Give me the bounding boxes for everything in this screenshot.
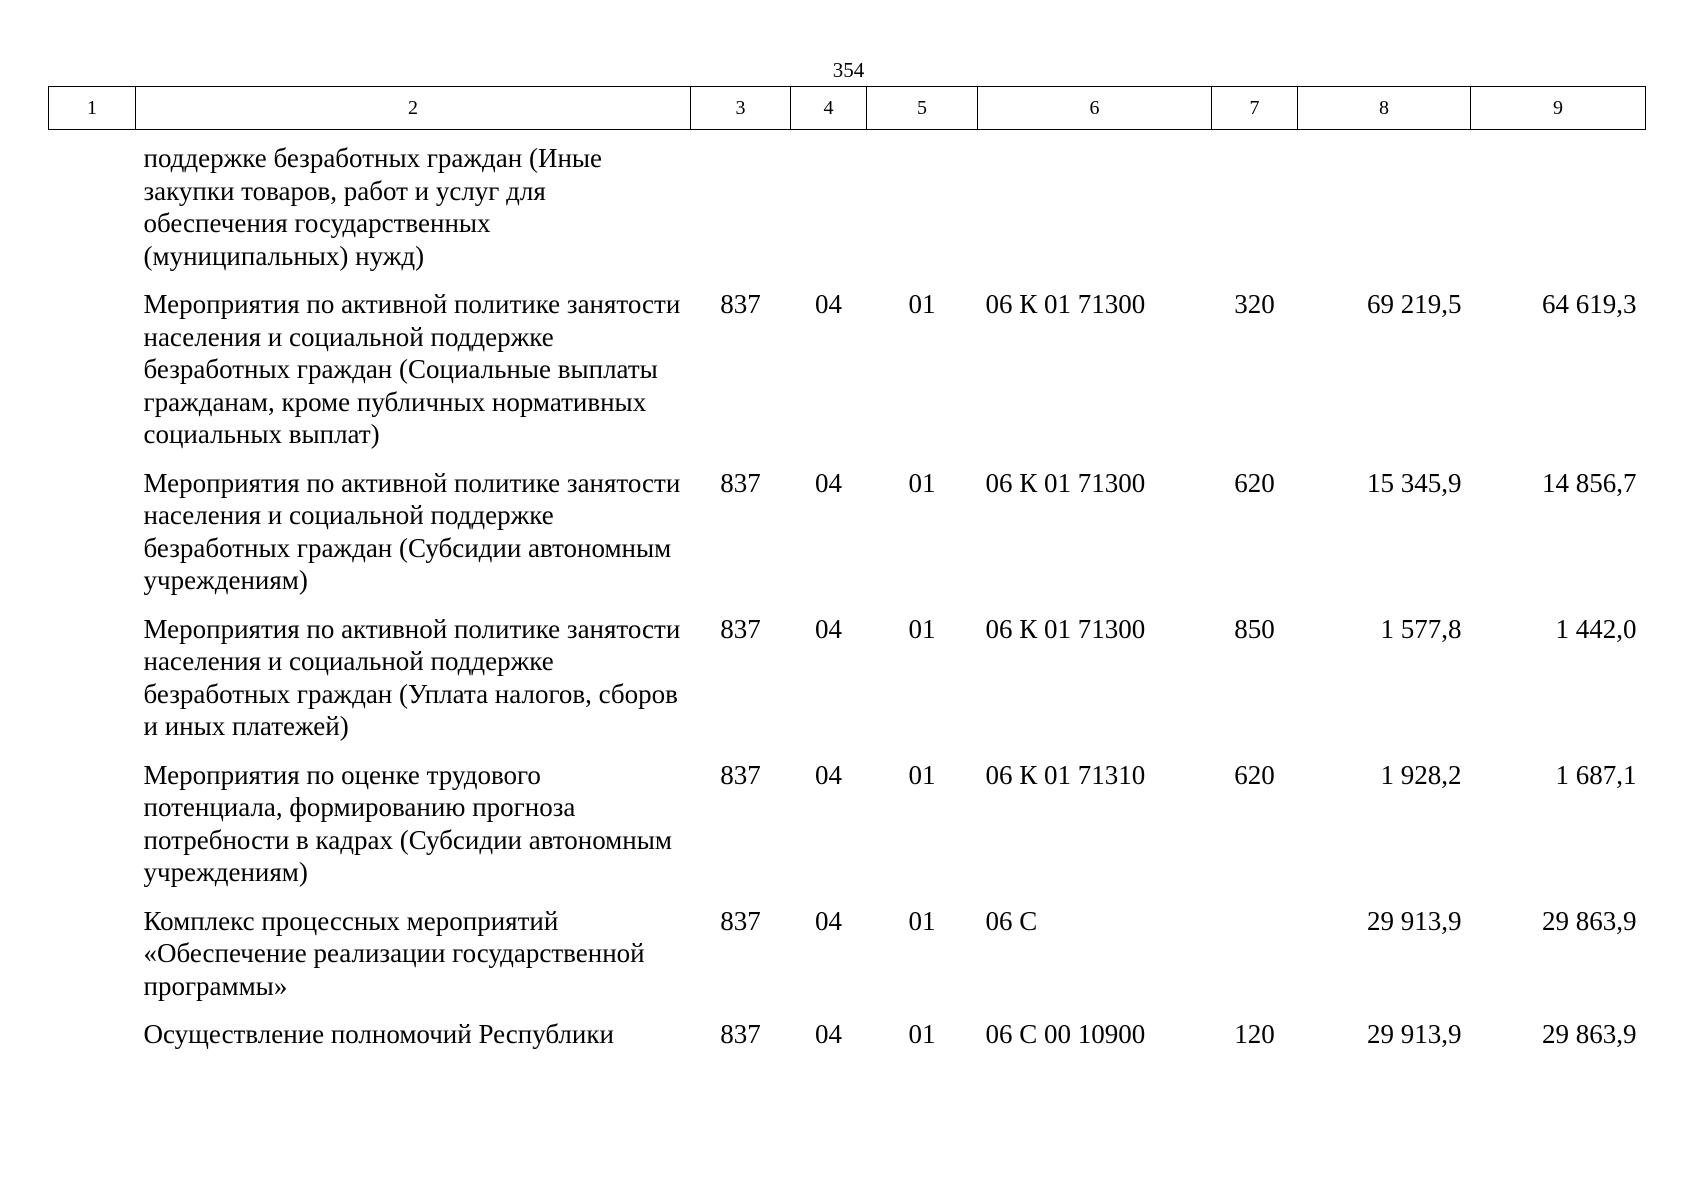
table-body [49, 130, 1646, 1067]
description-cell: Комплекс процессных мероприятий «Обеспечение реализации государственной программы» [143, 905, 645, 1001]
header-col-4: 4 [791, 87, 867, 130]
target-item-cell: 06 С [985, 905, 1038, 936]
page-number: 354 [832, 58, 865, 82]
amount-2-cell: 29 863,9 [1542, 1019, 1637, 1049]
table-row [49, 759, 1646, 905]
subsection-cell: 01 [908, 289, 936, 319]
amount-2-cell: 14 856,7 [1542, 467, 1637, 498]
row-number-cell [49, 467, 136, 613]
expense-type-cell: 120 [1234, 1019, 1275, 1049]
subsection-cell: 01 [908, 759, 936, 790]
amount-1-cell: 15 345,9 [1367, 467, 1462, 498]
description-cell: Мероприятия по оценке трудового потенциала, формированию прогноза потребности в кадрах (Субсидии автономным учреждениям) [143, 759, 672, 887]
section-cell: 04 [815, 759, 842, 790]
ministry-cell: 837 [720, 759, 761, 790]
amount-1-cell: 29 913,9 [1367, 905, 1462, 936]
row-number-cell [49, 905, 136, 1019]
expense-type-cell: 320 [1234, 289, 1275, 319]
section-cell: 04 [815, 613, 842, 644]
header-col-6: 6 [978, 87, 1212, 130]
budget-table [48, 86, 1646, 1067]
target-item-cell: 06 К 01 71310 [985, 759, 1146, 790]
description-cell: Мероприятия по активной политике занятости населения и социальной поддержке безработных граждан (Уплата налогов, сборов и иных платежей) [143, 613, 681, 741]
table-row [49, 1018, 1646, 1067]
amount-2-cell: 1 442,0 [1555, 613, 1637, 644]
amount-2-cell: 1 687,1 [1555, 759, 1637, 790]
table-row [49, 467, 1646, 613]
target-item-cell: 06 К 01 71300 [985, 289, 1146, 319]
row-number-cell [49, 613, 136, 759]
subsection-cell: 01 [908, 1019, 936, 1049]
expense-type-cell: 620 [1234, 467, 1275, 498]
expense-type-cell [1212, 905, 1298, 1019]
ministry-cell: 837 [720, 1019, 761, 1049]
section-cell: 04 [815, 905, 842, 936]
row-number-cell [49, 288, 136, 467]
description-cell: Мероприятия по активной политике занятости населения и социальной поддержке безработных граждан (Социальные выплаты гражданам, кроме публичных нормативных социальных выплат) [143, 289, 681, 449]
section-cell: 04 [815, 1019, 842, 1049]
section-cell: 04 [815, 289, 842, 319]
target-item-cell: 06 К 01 71300 [985, 467, 1146, 498]
subsection-cell: 01 [908, 467, 936, 498]
header-row [49, 87, 1646, 130]
target-item-cell: 06 К 01 71300 [985, 613, 1146, 644]
description-cell: Мероприятия по активной политике занятости населения и социальной поддержке безработных граждан (Субсидии автономным учреждениям) [143, 467, 681, 595]
ministry-cell: 837 [720, 289, 761, 319]
table-row [49, 288, 1646, 467]
section-cell: 04 [815, 467, 842, 498]
header-col-7: 7 [1212, 87, 1298, 130]
header-col-1: 1 [49, 87, 136, 130]
target-item-cell: 06 С 00 10900 [985, 1019, 1146, 1049]
amount-2-cell: 64 619,3 [1542, 289, 1637, 319]
header-col-2: 2 [136, 87, 691, 130]
description-cell: поддержке безработных граждан (Иные закупки товаров, работ и услуг для обеспечения государственных (муниципальных) нужд) [143, 143, 603, 271]
table-row [49, 905, 1646, 1019]
header-col-8: 8 [1298, 87, 1471, 130]
amount-2-cell: 29 863,9 [1542, 905, 1637, 936]
row-number-cell [49, 759, 136, 905]
table-row [49, 613, 1646, 759]
subsection-cell: 01 [908, 613, 936, 644]
header-col-3: 3 [691, 87, 791, 130]
expense-type-cell: 850 [1234, 613, 1275, 644]
amount-1-cell: 1 928,2 [1380, 759, 1462, 790]
ministry-cell: 837 [720, 613, 761, 644]
table-header [49, 87, 1646, 130]
row-number-cell [49, 130, 136, 289]
amount-1-cell: 29 913,9 [1367, 1019, 1462, 1049]
ministry-cell: 837 [720, 905, 761, 936]
description-cell: Осуществление полномочий Республики [143, 1019, 614, 1049]
header-col-9: 9 [1471, 87, 1646, 130]
header-col-5: 5 [867, 87, 978, 130]
continuation-row [49, 130, 1646, 289]
expense-type-cell: 620 [1234, 759, 1275, 790]
row-number-cell [49, 1018, 136, 1067]
ministry-cell: 837 [720, 467, 761, 498]
subsection-cell: 01 [908, 905, 936, 936]
amount-1-cell: 1 577,8 [1380, 613, 1462, 644]
amount-1-cell: 69 219,5 [1367, 289, 1462, 319]
